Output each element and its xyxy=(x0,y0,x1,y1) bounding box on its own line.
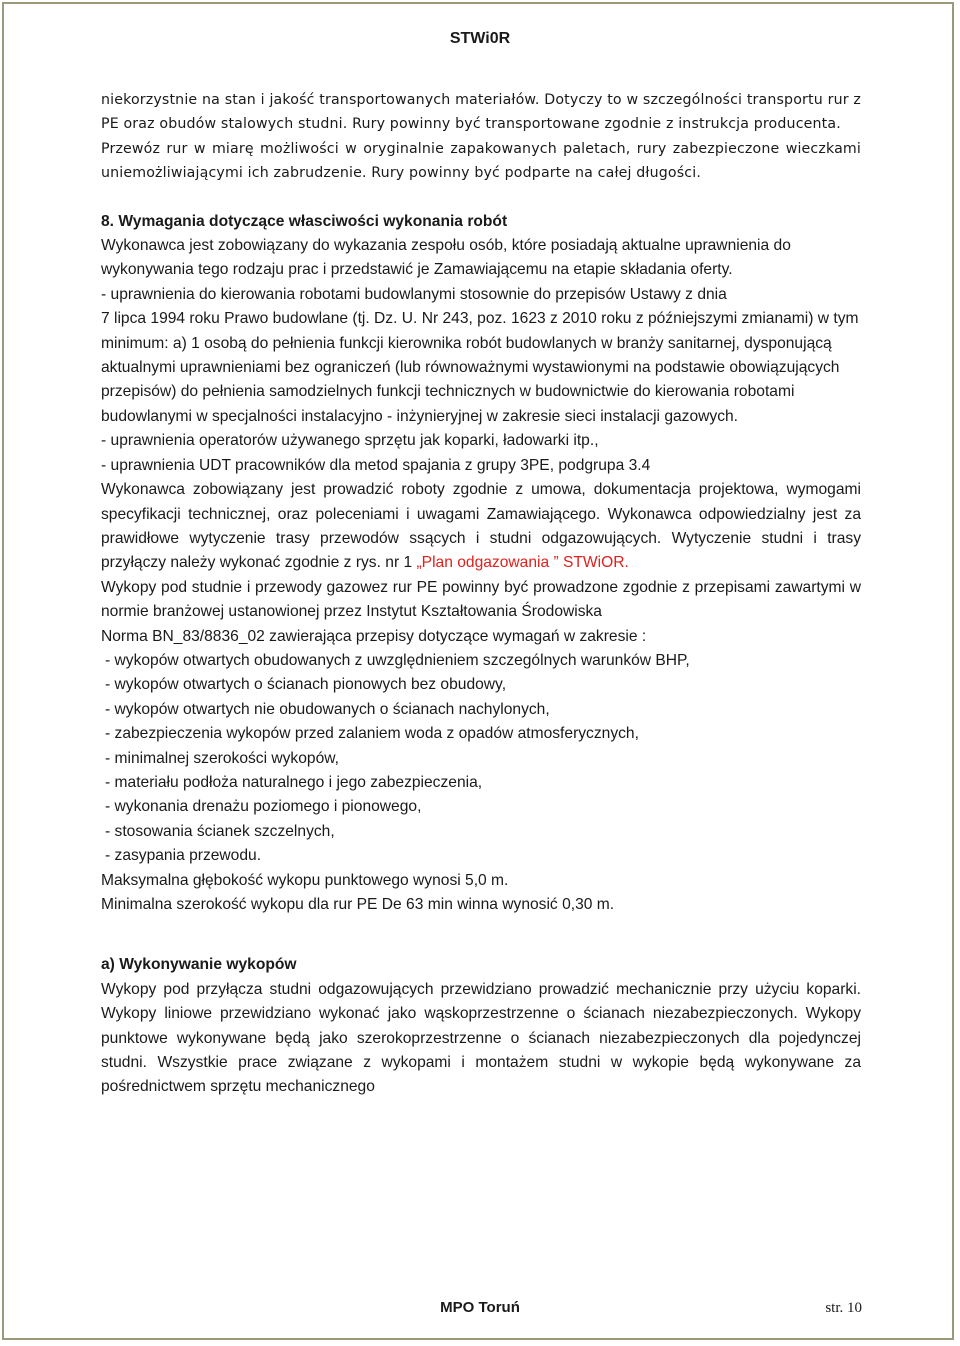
section-8-heading: 8. Wymagania dotyczące własciwości wykonania robót xyxy=(101,212,508,230)
plan-odgazowania-reference: „Plan odgazowania ” STWiOR. xyxy=(416,554,629,572)
list-item: - wykopów otwartych obudowanych z uwzględnieniem szczególnych warunków BHP, xyxy=(105,651,690,669)
section-8-paragraph-2a: - uprawnienia do kierowania robotami budowlanymi stosownie do przepisów Ustawy z dnia xyxy=(101,285,727,303)
subsection-a-paragraph-1: Wykopy pod przyłącza studni odgazowujących przewidziano prowadzić mechanicznie przy użyciu koparki. Wykopy liniowe przewidziano wykonać jako wąskoprzestrzenne o ścianach niezabezpieczonych. Wykopy punktowe wykonywane będą jako szerokoprzestrzenne o ścianach niezabezpieczonych dla pojedynczej studni. Wszystkie prace związane z wykopami i montażem studni w wykopie będą wykonywane za pośrednictwem sprzętu mechanicznego xyxy=(101,980,861,1096)
list-item: - minimalnej szerokości wykopów, xyxy=(105,749,339,767)
list-item: - wykopów otwartych nie obudowanych o ścianach nachylonych, xyxy=(105,700,550,718)
page-header-title: STWi0R xyxy=(449,30,511,47)
section-8-paragraph-8: Maksymalna głębokość wykopu punktowego wynosi 5,0 m. xyxy=(101,871,509,889)
list-item: - wykopów otwartych o ścianach pionowych bez obudowy, xyxy=(105,676,507,694)
list-item: - wykonania drenażu poziomego i pionowego, xyxy=(105,798,422,816)
footer-page-number: str. 10 xyxy=(825,1300,862,1316)
section-8-paragraph-5 xyxy=(101,478,861,576)
list-item: - zasypania przewodu. xyxy=(105,847,262,865)
subsection-a-heading: a) Wykonywanie wykopów xyxy=(101,956,297,974)
section-8-paragraph-2b: 7 lipca 1994 roku Prawo budowlane (tj. Dz. U. Nr 243, poz. 1623 z 2010 roku z późniejszymi zmianami) w tym minimum: a) 1 osobą do pełnienia funkcji kierownika robót budowlanych w branży sanitarnej, dysponującą aktualnymi uprawnieniami bez ograniczeń (lub równoważnymi wystawionymi na podstawie obowiązujących przepisów) do pełnienia samodzielnych funkcji technicznych w budownictwie do kierowania robotami budowlanymi w specjalności instalacyjno - inżynieryjnej w zakresie sieci instalacji gazowych. xyxy=(101,310,859,425)
section-8-paragraph-1: Wykonawca jest zobowiązany do wykazania zespołu osób, które posiadają aktualne uprawnienia do wykonywania tego rodzaju prac i przedstawić je Zamawiającemu na etapie składania oferty. xyxy=(101,237,791,279)
intro-paragraph-2: Przewóz rur w miarę możliwości w oryginalnie zapakowanych paletach, rury zabezpieczone wieczkami uniemożliwiającymi ich zabrudzenie. Rury powinny być podparte na całej długości. xyxy=(101,140,861,182)
footer-organization: MPO Toruń xyxy=(440,1299,520,1316)
section-8-paragraph-6: Wykopy pod studnie i przewody gazowez rur PE powinny być prowadzone zgodnie z przepisami zawartymi w normie branżowej ustanowionej przez Instytut Kształtowania Środowiska xyxy=(101,578,861,621)
document-body xyxy=(101,88,861,1100)
list-item: - stosowania ścianek szczelnych, xyxy=(105,822,335,840)
section-8-paragraph-4: - uprawnienia UDT pracowników dla metod spajania z grupy 3PE, podgrupa 3.4 xyxy=(101,456,651,474)
list-item: - materiału podłoża naturalnego i jego zabezpieczenia, xyxy=(105,773,483,791)
section-8-paragraph-9: Minimalna szerokość wykopu dla rur PE De 63 min winna wynosić 0,30 m. xyxy=(101,896,615,913)
list-item: - zabezpieczenia wykopów przed zalaniem woda z opadów atmosferycznych, xyxy=(105,725,639,743)
section-8-paragraph-3: - uprawnienia operatorów używanego sprzętu jak koparki, ładowarki itp., xyxy=(101,432,599,450)
intro-paragraph-1: niekorzystnie na stan i jakość transportowanych materiałów. Dotyczy to w szczególności transportu rur z PE oraz obudów stalowych studni. Rury powinny być transportowane zgodnie z instrukcja producenta. xyxy=(101,92,861,133)
section-8-paragraph-5-text: Wykonawca zobowiązany jest prowadzić roboty zgodnie z umowa, dokumentacja projektowa, wymogami specyfikacji technicznej, oraz poleceniami i uwagami Zamawiającego. Wykonawca odpowiedzialny jest za prawidłowe wytyczenie trasy przewodów ssących i studni odgazowujących. Wytyczenie studni i trasy przyłączy należy wykonać zgodnie z rys. nr 1 xyxy=(101,481,861,572)
section-8-paragraph-7: Norma BN_83/8836_02 zawierająca przepisy dotyczące wymagań w zakresie : xyxy=(101,627,647,645)
